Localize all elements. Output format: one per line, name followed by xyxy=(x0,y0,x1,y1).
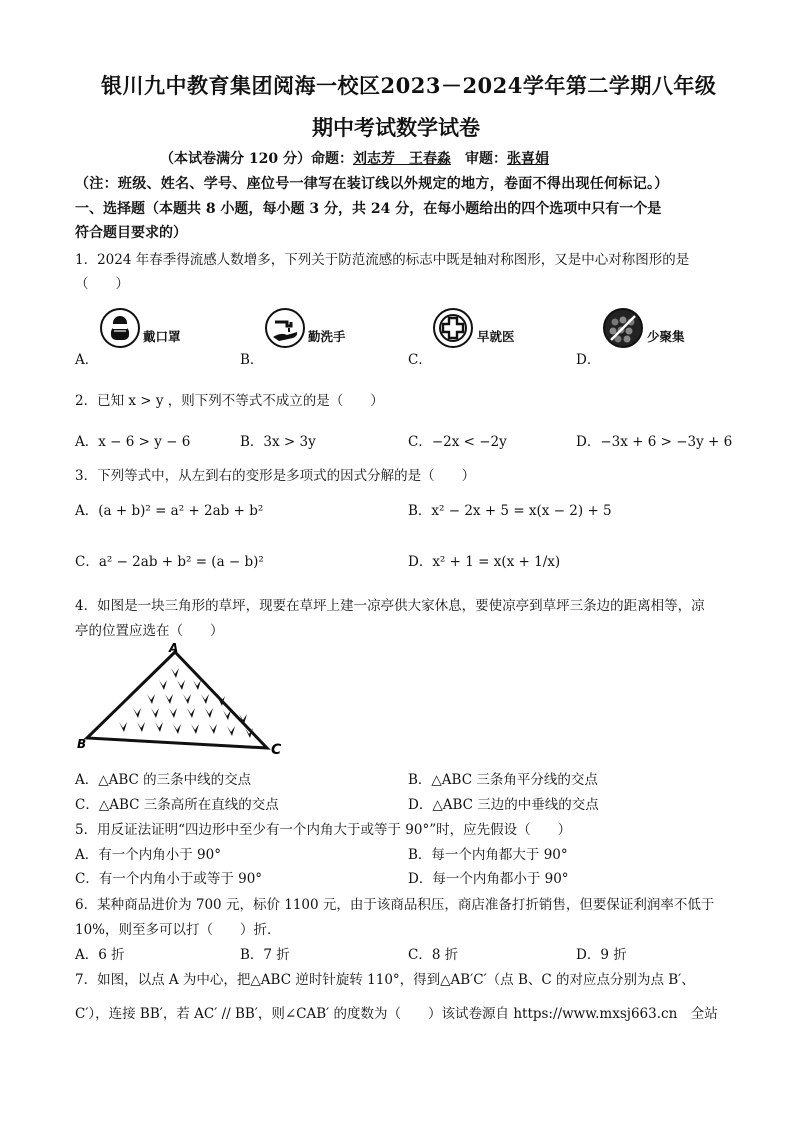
triangle-lawn-figure xyxy=(75,640,295,755)
handwash-icon xyxy=(265,308,305,348)
vertex-label-b: B xyxy=(77,737,87,751)
q1-stem-line2: （ ） xyxy=(75,276,129,292)
exam-authors: 刘志芳 王春淼 xyxy=(352,151,451,167)
q4-stem-line2: 亭的位置应选在（ ） xyxy=(75,623,224,639)
q3-option-a: A．(a + b)² = a² + 2ab + b² xyxy=(75,503,264,519)
q4-stem-line1: 4．如图是一块三角形的草坪，现要在草坪上建一凉亭供大家休息，要使凉亭到草坪三条边的距离相等，凉 xyxy=(75,598,705,614)
q4-option-c: C．△ABC 三条高所在直线的交点 xyxy=(75,797,279,813)
exam-info-line xyxy=(160,148,549,168)
exam-reviewer: 张喜娟 xyxy=(506,151,549,167)
q2-option-d: D．−3x + 6 > −3y + 6 xyxy=(576,434,733,450)
exam-info-prefix: （本试卷满分 120 分）命题： xyxy=(160,151,353,167)
q7-stem-line2: C′），连接 BB′，若 AC′ // BB′，则∠CAB′ 的度数为（ ）该试卷源自 https://www.mxsj663.cn 全站 xyxy=(75,1006,718,1022)
q1-option-b-letter: B． xyxy=(240,352,264,368)
q4-option-a: A．△ABC 的三条中线的交点 xyxy=(75,772,252,788)
mask-icon xyxy=(100,308,140,348)
q6-option-a: A．6 折 xyxy=(75,947,125,963)
q6-option-b: B．7 折 xyxy=(240,947,290,963)
exam-notice: （注：班级、姓名、学号、座位号一律写在装订线以外规定的地方，卷面不得出现任何标记。） xyxy=(75,176,669,192)
q1-option-d-label: 少聚集 xyxy=(647,329,685,344)
q5-option-d: D．每一个内角都小于 90° xyxy=(408,871,569,887)
q5-option-b: B．每一个内角都大于 90° xyxy=(408,847,568,863)
vertex-label-c: C xyxy=(271,742,282,755)
q2-option-a: A．x − 6 > y − 6 xyxy=(75,434,191,450)
q1-option-b-label: 勤洗手 xyxy=(308,329,346,344)
q1-option-a-label: 戴口罩 xyxy=(143,329,181,344)
q6-stem-line2: 10%，则至多可以打（ ）折． xyxy=(75,922,281,938)
q5-stem: 5．用反证法证明“四边形中至少有一个内角大于或等于 90°”时，应先假设（ ） xyxy=(75,822,572,838)
vertex-label-a: A xyxy=(169,641,179,655)
exam-title-line2: 期中考试数学试卷 xyxy=(312,115,480,140)
q3-option-c: C．a² − 2ab + b² = (a − b)² xyxy=(75,554,264,570)
q1-option-d-letter: D． xyxy=(576,352,601,368)
section1-heading-line2: 符合题目要求的） xyxy=(75,225,187,241)
q2-option-b: B．3x > 3y xyxy=(240,434,316,450)
q6-stem-line1: 6．某种商品进价为 700 元，标价 1100 元，由于该商品积压，商店准备打折销售，但要保证利润率不低于 xyxy=(75,897,715,913)
q2-option-c: C．−2x < −2y xyxy=(408,434,507,450)
q4-option-d: D．△ABC 三边的中垂线的交点 xyxy=(408,797,599,813)
q6-option-c: C．8 折 xyxy=(408,947,459,963)
q7-stem-line1: 7．如图，以点 A 为中心，把△ABC 逆时针旋转 110°，得到△AB′C′（点 B、C 的对应点分别为点 B′、 xyxy=(75,972,695,988)
q3-stem: 3．下列等式中，从左到右的变形是多项式的因式分解的是（ ） xyxy=(75,468,476,484)
q3-option-d: D．x² + 1 = x(x + 1/x) xyxy=(408,554,561,570)
q4-option-b: B．△ABC 三条角平分线的交点 xyxy=(408,772,598,788)
section1-heading-line1: 一、选择题（本题共 8 小题，每小题 3 分，共 24 分，在每小题给出的四个选项中只有一个是 xyxy=(75,201,662,217)
q5-option-c: C．有一个内角小于或等于 90° xyxy=(75,871,263,887)
q3-option-b: B．x² − 2x + 5 = x(x − 2) + 5 xyxy=(408,503,612,519)
medical-cross-icon xyxy=(433,308,473,348)
q1-stem-line1: 1．2024 年春季得流感人数增多，下列关于防范流感的标志中既是轴对称图形，又是中心对称图形的是 xyxy=(75,252,690,268)
exam-title-line1: 银川九中教育集团阅海一校区2023－2024学年第二学期八年级 xyxy=(101,73,717,98)
no-crowd-icon xyxy=(603,308,643,348)
q2-stem: 2．已知 x > y ，则下列不等式不成立的是（ ） xyxy=(75,393,384,409)
q1-option-a-letter: A． xyxy=(75,352,99,368)
q1-option-c-letter: C． xyxy=(408,352,432,368)
q6-option-d: D．9 折 xyxy=(576,947,627,963)
q1-option-c-label: 早就医 xyxy=(477,329,515,344)
reviewer-label: 审题： xyxy=(450,151,507,167)
q5-option-a: A．有一个内角小于 90° xyxy=(75,847,221,863)
